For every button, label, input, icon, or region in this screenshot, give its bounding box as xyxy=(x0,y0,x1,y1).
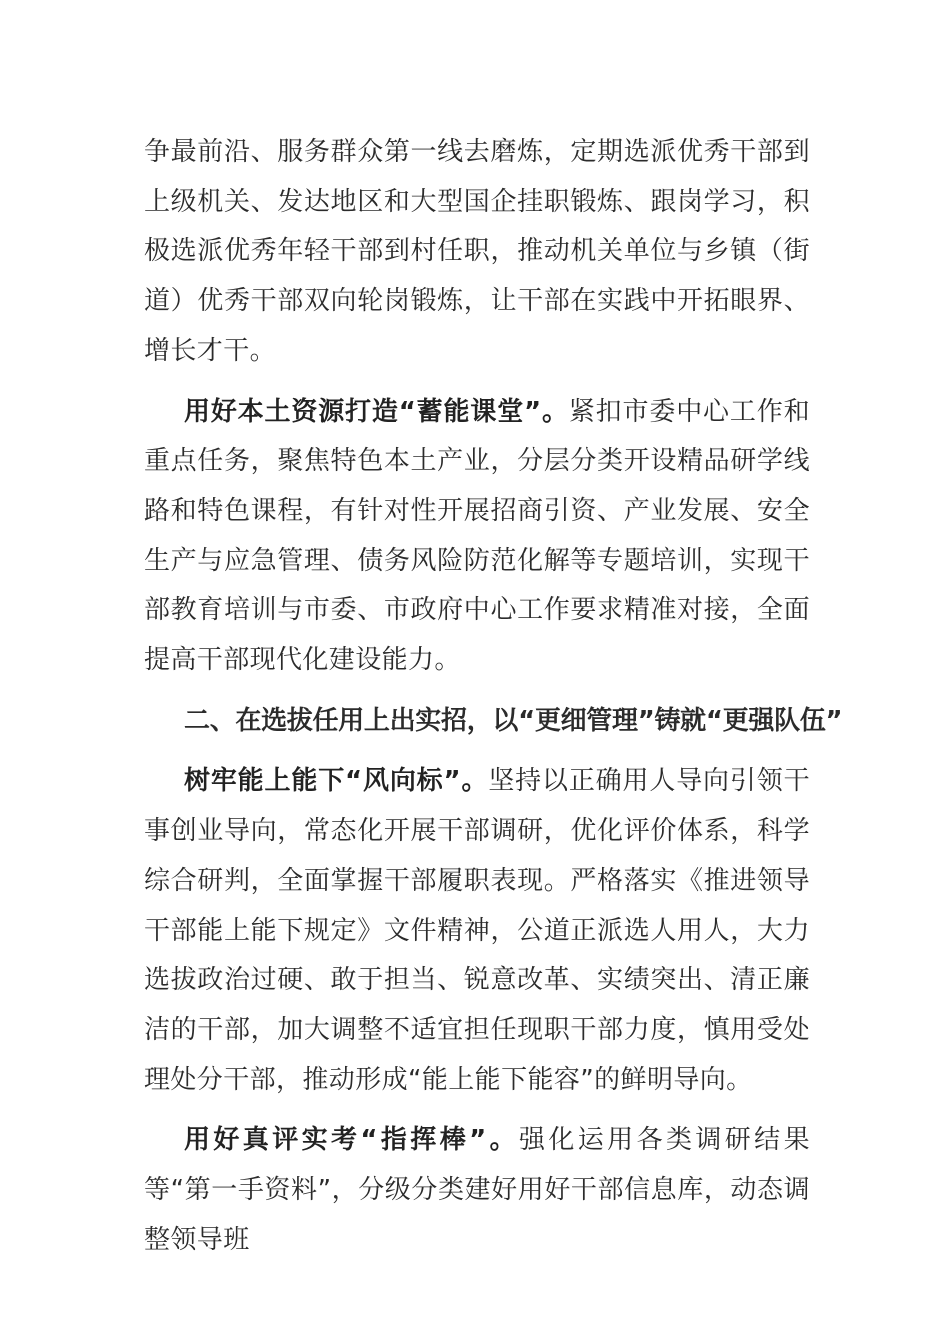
document-page xyxy=(144,128,843,1276)
paragraph-local-resources xyxy=(144,388,810,686)
paragraph-continuation: 争最前沿、服务群众第一线去磨炼，定期选派优秀干部到上级机关、发达地区和大型国企挂职锻炼、跟岗学习，积极选派优秀年轻干部到村任职，推动机关单位与乡镇（街道）优秀干部双向轮岗锻炼，让干部在实践中开拓眼界、增长才干。 xyxy=(144,137,810,366)
paragraph-lead-heading: 用好本土资源打造“蓄能课堂”。 xyxy=(184,396,569,427)
paragraph-body: 坚持以正确用人导向引领干事创业导向，常态化开展干部调研，优化评价体系，科学综合研判，全面掌握干部履职表现。严格落实《推进领导干部能上能下规定》文件精神，公道正派选人用人，大力选拔政治过硬、敢于担当、锐意改革、实绩突出、清正廉洁的干部，加大调整不适宜担任现职干部力度，慎用受处理处分干部，推动形成“能上能下能容”的鲜明导向。 xyxy=(144,766,810,1095)
paragraph-lead-heading: 树牢能上能下“风向标”。 xyxy=(184,766,489,797)
paragraph-weathervane xyxy=(144,757,810,1105)
paragraph-body: 紧扣市委中心工作和重点任务，聚焦特色本土产业，分层分类开设精品研学线路和特色课程，有针对性开展招商引资、产业发展、安全生产与应急管理、债务风险防范化解等专题培训，实现干部教育培训与市委、市政府中心工作要求精准对接，全面提高干部现代化建设能力。 xyxy=(144,396,810,676)
paragraph-baton xyxy=(144,1116,810,1265)
paragraph-body: 强化运用各类调研结果等“第一手资料”，分级分类建好用好干部信息库，动态调整领导班 xyxy=(144,1125,810,1255)
section-heading-2: 二、在选拔任用上出实招，以“更细管理”铸就“更强队伍” xyxy=(184,705,843,736)
paragraph-lead-heading: 用好真评实考“指挥棒”。 xyxy=(184,1125,519,1156)
